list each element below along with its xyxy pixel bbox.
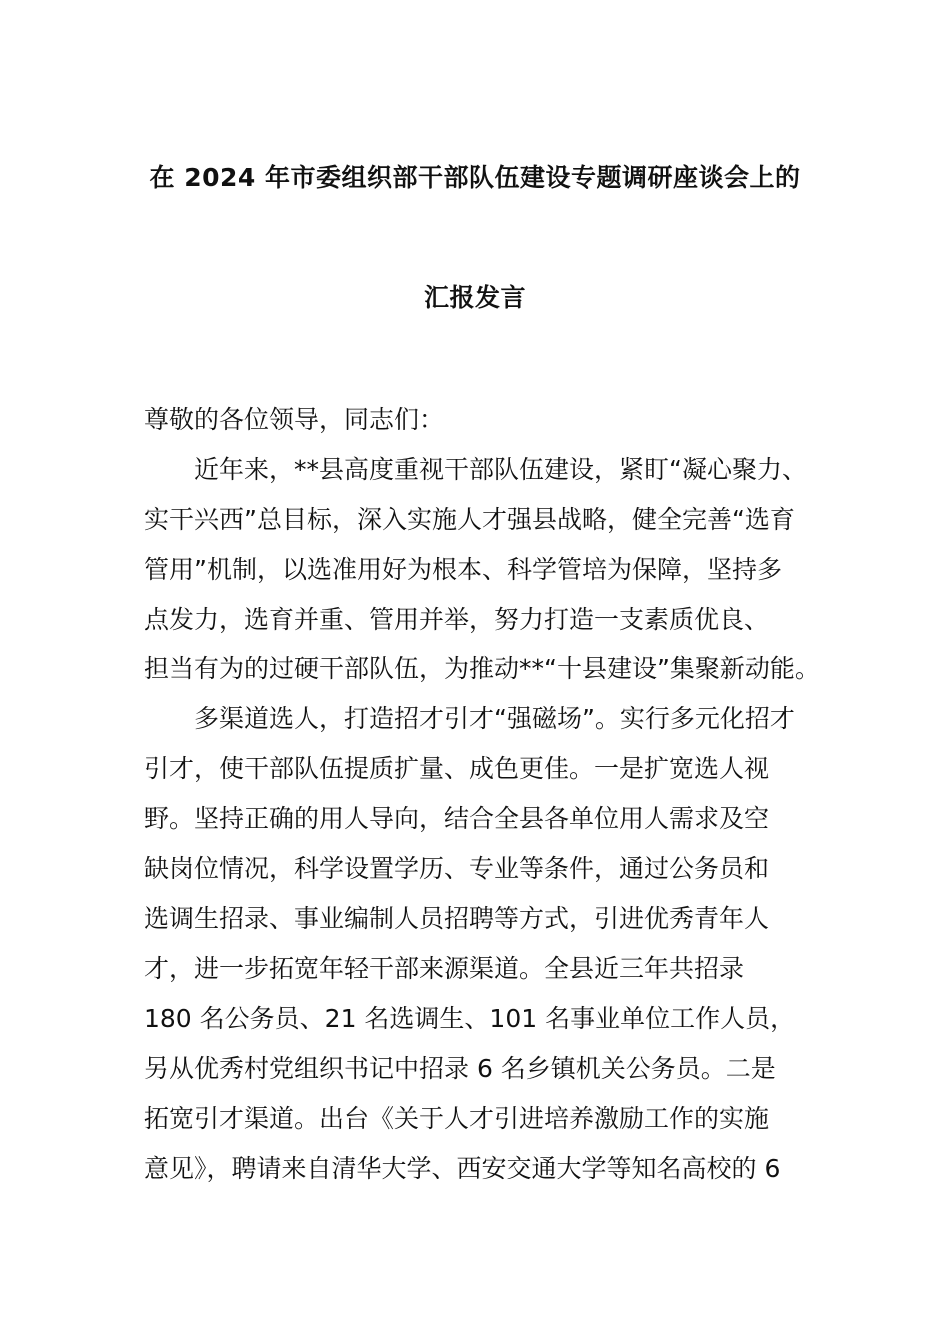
paragraph-line: 拓宽引才渠道。出台《关于人才引进培养激励工作的实施 [144,1104,770,1133]
paragraph-line: 选调生招录、事业编制人员招聘等方式，引进优秀青年人 [144,904,770,933]
salutation: 尊敬的各位领导，同志们： [144,405,445,434]
paragraph-line: 近年来，**县高度重视干部队伍建设，紧盯“凝心聚力、 [194,455,807,484]
paragraph-line: 意见》，聘请来自清华大学、西安交通大学等知名高校的 6 [144,1154,781,1183]
paragraph-line: 实干兴西”总目标，深入实施人才强县战略，健全完善“选育 [144,505,795,534]
paragraph-line: 管用”机制，以选准用好为根本、科学管培为保障，坚持多 [144,555,782,584]
paragraph-line: 180 名公务员、21 名选调生、101 名事业单位工作人员， [144,1004,796,1033]
paragraph-line: 野。坚持正确的用人导向，结合全县各单位用人需求及空 [144,804,770,833]
document-title-line-1: 在 2024 年市委组织部干部队伍建设专题调研座谈会上的 [149,163,801,192]
paragraph-line: 点发力，选育并重、管用并举，努力打造一支素质优良、 [144,605,770,634]
paragraph-line: 多渠道选人，打造招才引才“强磁场”。实行多元化招才 [194,704,795,733]
paragraph-line: 另从优秀村党组织书记中招录 6 名乡镇机关公务员。二是 [144,1054,776,1083]
document-title-line-2: 汇报发言 [423,283,526,312]
paragraph-line: 缺岗位情况，科学设置学历、专业等条件，通过公务员和 [144,854,770,883]
paragraph-line: 才，进一步拓宽年轻干部来源渠道。全县近三年共招录 [144,954,745,983]
paragraph-line: 引才，使干部队伍提质扩量、成色更佳。一是扩宽选人视 [144,754,770,783]
paragraph-line: 担当有为的过硬干部队伍，为推动**“十县建设”集聚新动能。 [144,654,820,683]
